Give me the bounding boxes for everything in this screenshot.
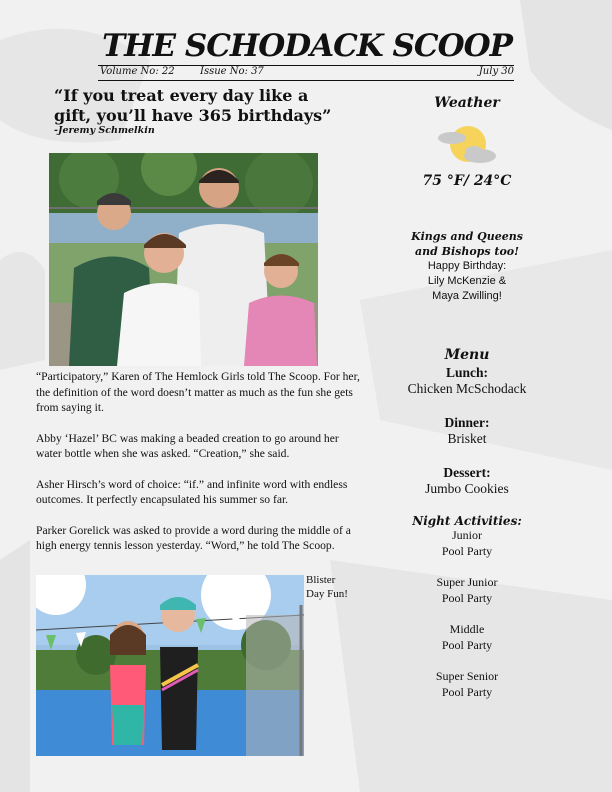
issue-date: July 30 bbox=[478, 66, 514, 77]
volume-number: Volume No: 22 bbox=[100, 66, 175, 77]
issue-number: Issue No: 37 bbox=[200, 66, 264, 77]
activity-group: Super Senior bbox=[435, 669, 499, 683]
menu-heading: Menu bbox=[444, 347, 490, 363]
article-paragraph: Asher Hirsch’s word of choice: “if.” and infinite word with endless outcomes. It perfectly encapsulated his summer so far. bbox=[36, 477, 348, 506]
birthdays-heading: Kings and Queens and Bishops too! bbox=[411, 230, 523, 258]
issue-info-bar bbox=[98, 66, 514, 78]
activity-name: Pool Party bbox=[441, 637, 493, 652]
article-body bbox=[36, 369, 364, 569]
activity-group: Middle bbox=[449, 622, 485, 636]
weather-section bbox=[398, 95, 536, 111]
birthdays-section bbox=[398, 229, 536, 304]
lunch-label: Lunch: bbox=[445, 365, 489, 380]
dessert-label: Dessert: bbox=[443, 465, 491, 480]
dinner-label: Dinner: bbox=[444, 415, 490, 430]
birthday-line: Lily McKenzie & bbox=[427, 275, 507, 287]
menu-section bbox=[398, 347, 536, 497]
lunch-item: Chicken McSchodack bbox=[407, 381, 527, 396]
article-paragraph: Abby ‘Hazel’ BC was making a beaded creation to go around her water bottle when she was asked. “Creation,” she said. bbox=[36, 431, 339, 460]
newspaper-title: THE SCHODACK SCOOP bbox=[102, 28, 512, 64]
article-paragraph: “Participatory,” Karen of The Hemlock Girls told The Scoop. For her, the definition of the word doesn’t matter as much as the fun she gets from saying it. bbox=[36, 370, 360, 414]
quote-author: -Jeremy Schmelkin bbox=[54, 125, 155, 136]
night-activities-section bbox=[398, 514, 536, 700]
dinner-item: Brisket bbox=[447, 431, 487, 446]
birthday-line: Happy Birthday: bbox=[427, 260, 507, 272]
masthead-rule-bottom bbox=[98, 80, 514, 81]
dessert-item: Jumbo Cookies bbox=[425, 481, 509, 496]
photo-caption: Blister Day Fun! bbox=[306, 574, 348, 600]
night-activities-heading: Night Activities: bbox=[412, 514, 522, 528]
campers-group-photo bbox=[49, 153, 318, 366]
activity-name: Pool Party bbox=[441, 590, 493, 605]
pool-girls-photo bbox=[36, 575, 304, 756]
article-paragraph: Parker Gorelick was asked to provide a word during the middle of a high energy tennis lesson yesterday. “Word,” he told The Scoop. bbox=[36, 523, 351, 552]
temperature-reading: 75 °F/ 24°C bbox=[422, 173, 512, 189]
birthday-line: Maya Zwilling! bbox=[432, 290, 502, 302]
activity-group: Junior bbox=[452, 528, 482, 542]
activity-name: Pool Party bbox=[441, 543, 493, 558]
activity-name: Pool Party bbox=[441, 684, 493, 699]
quote-of-the-day: “If you treat every day like a gift, you’ll have 365 birthdays” bbox=[54, 86, 332, 125]
partly-cloudy-icon bbox=[434, 122, 500, 168]
weather-heading: Weather bbox=[434, 95, 500, 111]
activity-group: Super Junior bbox=[436, 575, 498, 589]
